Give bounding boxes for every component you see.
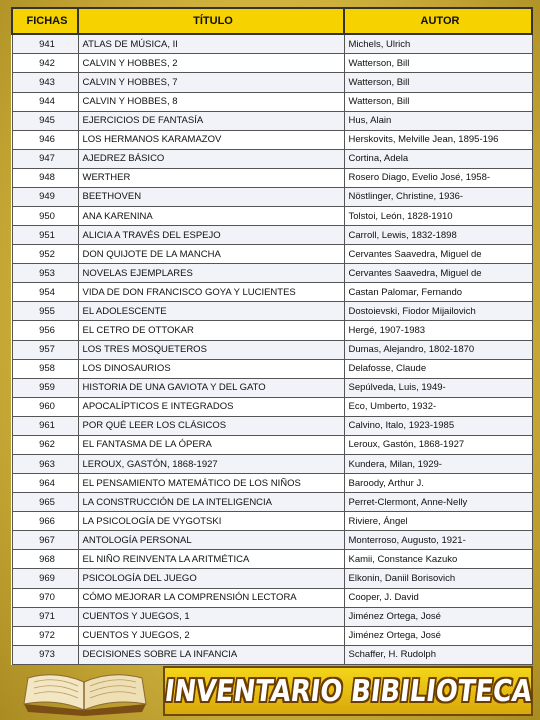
cell-autor: Cervantes Saavedra, Miguel de [344,245,532,264]
cell-titulo: LA PSICOLOGÍA DE VYGOTSKI [78,512,344,531]
banner-title: INVENTARIO BIBILIOTECA [162,673,534,709]
cell-ficha: 972 [12,626,78,645]
cell-autor: Sepúlveda, Luis, 1949- [344,378,532,397]
cell-titulo: EJERCICIOS DE FANTASÍA [78,111,344,130]
cell-autor: Nöstlinger, Christine, 1936- [344,187,532,206]
table-row [12,187,532,206]
cell-autor: Herskovits, Melville Jean, 1895-196 [344,130,532,149]
cell-autor: Dostoievski, Fiodor Mijailovich [344,302,532,321]
cell-titulo: LOS TRES MOSQUETEROS [78,340,344,359]
cell-titulo: ATLAS DE MÚSICA, II [78,34,344,54]
cell-ficha: 949 [12,187,78,206]
cell-titulo: PSICOLOGÍA DEL JUEGO [78,569,344,588]
table-row [12,493,532,512]
cell-ficha: 971 [12,607,78,626]
cell-autor: Carroll, Lewis, 1832-1898 [344,226,532,245]
cell-titulo: EL FANTASMA DE LA ÓPERA [78,435,344,454]
cell-titulo: DECISIONES SOBRE LA INFANCIA [78,645,344,664]
table-row [12,645,532,664]
cell-titulo: HISTORIA DE UNA GAVIOTA Y DEL GATO [78,378,344,397]
cell-ficha: 968 [12,550,78,569]
cell-autor: Riviere, Ángel [344,512,532,531]
table-body [12,34,532,665]
table-row [12,569,532,588]
table-row [12,111,532,130]
cell-titulo: CALVIN Y HOBBES, 2 [78,54,344,73]
cell-ficha: 967 [12,531,78,550]
cell-titulo: LOS HERMANOS KARAMAZOV [78,130,344,149]
cell-titulo: ANTOLOGÍA PERSONAL [78,531,344,550]
cell-ficha: 958 [12,359,78,378]
table-row [12,207,532,226]
cell-titulo: EL ADOLESCENTE [78,302,344,321]
cell-titulo: LA CONSTRUCCIÓN DE LA INTELIGENCIA [78,493,344,512]
cell-titulo: LEROUX, GASTÓN, 1868-1927 [78,455,344,474]
table-row [12,397,532,416]
cell-titulo: WERTHER [78,168,344,187]
cell-titulo: LOS DINOSAURIOS [78,359,344,378]
cell-autor: Kundera, Milan, 1929- [344,455,532,474]
cell-autor: Schaffer, H. Rudolph [344,645,532,664]
inventory-table [11,7,533,665]
cell-ficha: 959 [12,378,78,397]
cell-autor: Jiménez Ortega, José [344,607,532,626]
cell-ficha: 957 [12,340,78,359]
cell-autor: Watterson, Bill [344,73,532,92]
cell-titulo: CÓMO MEJORAR LA COMPRENSIÓN LECTORA [78,588,344,607]
cell-ficha: 961 [12,416,78,435]
cell-autor: Michels, Ulrich [344,34,532,54]
cell-autor: Eco, Umberto, 1932- [344,397,532,416]
cell-ficha: 970 [12,588,78,607]
cell-ficha: 948 [12,168,78,187]
cell-titulo: CUENTOS Y JUEGOS, 1 [78,607,344,626]
cell-autor: Delafosse, Claude [344,359,532,378]
table-row [12,34,532,54]
table-row [12,607,532,626]
cell-ficha: 956 [12,321,78,340]
cell-ficha: 953 [12,264,78,283]
table-row [12,73,532,92]
cell-autor: Cervantes Saavedra, Miguel de [344,264,532,283]
table-row [12,149,532,168]
open-book-icon [20,664,150,716]
cell-ficha: 954 [12,283,78,302]
cell-ficha: 942 [12,54,78,73]
table-row [12,226,532,245]
cell-autor: Calvino, Italo, 1923-1985 [344,416,532,435]
cell-titulo: CUENTOS Y JUEGOS, 2 [78,626,344,645]
cell-ficha: 950 [12,207,78,226]
cell-ficha: 973 [12,645,78,664]
table-row [12,245,532,264]
table-row [12,435,532,454]
table-row [12,531,532,550]
cell-autor: Jiménez Ortega, José [344,626,532,645]
table-header-row [12,8,532,34]
cell-ficha: 946 [12,130,78,149]
cell-ficha: 966 [12,512,78,531]
cell-ficha: 941 [12,34,78,54]
cell-autor: Elkonin, Daniil Borisovich [344,569,532,588]
table-row [12,168,532,187]
table-row [12,283,532,302]
title-banner [163,666,533,716]
table-row [12,550,532,569]
cell-titulo: VIDA DE DON FRANCISCO GOYA Y LUCIENTES [78,283,344,302]
cell-autor: Leroux, Gastón, 1868-1927 [344,435,532,454]
header-fichas: FICHAS [12,8,78,34]
cell-ficha: 952 [12,245,78,264]
table-row [12,340,532,359]
table-row [12,588,532,607]
cell-autor: Watterson, Bill [344,54,532,73]
header-autor: AUTOR [344,8,532,34]
table-row [12,378,532,397]
table-row [12,92,532,111]
table-row [12,626,532,645]
table-row [12,416,532,435]
cell-titulo: NOVELAS EJEMPLARES [78,264,344,283]
cell-titulo: EL NIÑO REINVENTA LA ARITMÉTICA [78,550,344,569]
cell-ficha: 947 [12,149,78,168]
table-row [12,359,532,378]
table-row [12,302,532,321]
table-row [12,54,532,73]
header-titulo: TÍTULO [78,8,344,34]
cell-autor: Baroody, Arthur J. [344,474,532,493]
cell-autor: Monterroso, Augusto, 1921- [344,531,532,550]
cell-ficha: 964 [12,474,78,493]
cell-autor: Cortina, Adela [344,149,532,168]
cell-autor: Kamii, Constance Kazuko [344,550,532,569]
cell-titulo: BEETHOVEN [78,187,344,206]
cell-titulo: ANA KARENINA [78,207,344,226]
cell-titulo: EL PENSAMIENTO MATEMÁTICO DE LOS NIÑOS [78,474,344,493]
cell-autor: Hus, Alain [344,111,532,130]
table-row [12,455,532,474]
cell-titulo: POR QUÉ LEER LOS CLÁSICOS [78,416,344,435]
cell-autor: Hergé, 1907-1983 [344,321,532,340]
cell-ficha: 969 [12,569,78,588]
cell-titulo: EL CETRO DE OTTOKAR [78,321,344,340]
cell-titulo: CALVIN Y HOBBES, 8 [78,92,344,111]
cell-autor: Dumas, Alejandro, 1802-1870 [344,340,532,359]
cell-ficha: 960 [12,397,78,416]
cell-titulo: AJEDREZ BÁSICO [78,149,344,168]
cell-ficha: 963 [12,455,78,474]
cell-ficha: 951 [12,226,78,245]
cell-titulo: CALVIN Y HOBBES, 7 [78,73,344,92]
cell-autor: Tolstoi, León, 1828-1910 [344,207,532,226]
cell-ficha: 955 [12,302,78,321]
cell-titulo: DON QUIJOTE DE LA MANCHA [78,245,344,264]
cell-titulo: ALICIA A TRAVÉS DEL ESPEJO [78,226,344,245]
cell-ficha: 962 [12,435,78,454]
cell-autor: Perret-Clermont, Anne-Nelly [344,493,532,512]
cell-autor: Cooper, J. David [344,588,532,607]
table-row [12,264,532,283]
table-row [12,130,532,149]
cell-ficha: 943 [12,73,78,92]
cell-autor: Rosero Diago, Evelio José, 1958- [344,168,532,187]
cell-ficha: 965 [12,493,78,512]
table-row [12,512,532,531]
cell-autor: Watterson, Bill [344,92,532,111]
cell-titulo: APOCALÍPTICOS E INTEGRADOS [78,397,344,416]
table-row [12,474,532,493]
cell-autor: Castan Palomar, Fernando [344,283,532,302]
cell-ficha: 945 [12,111,78,130]
cell-ficha: 944 [12,92,78,111]
table-row [12,321,532,340]
